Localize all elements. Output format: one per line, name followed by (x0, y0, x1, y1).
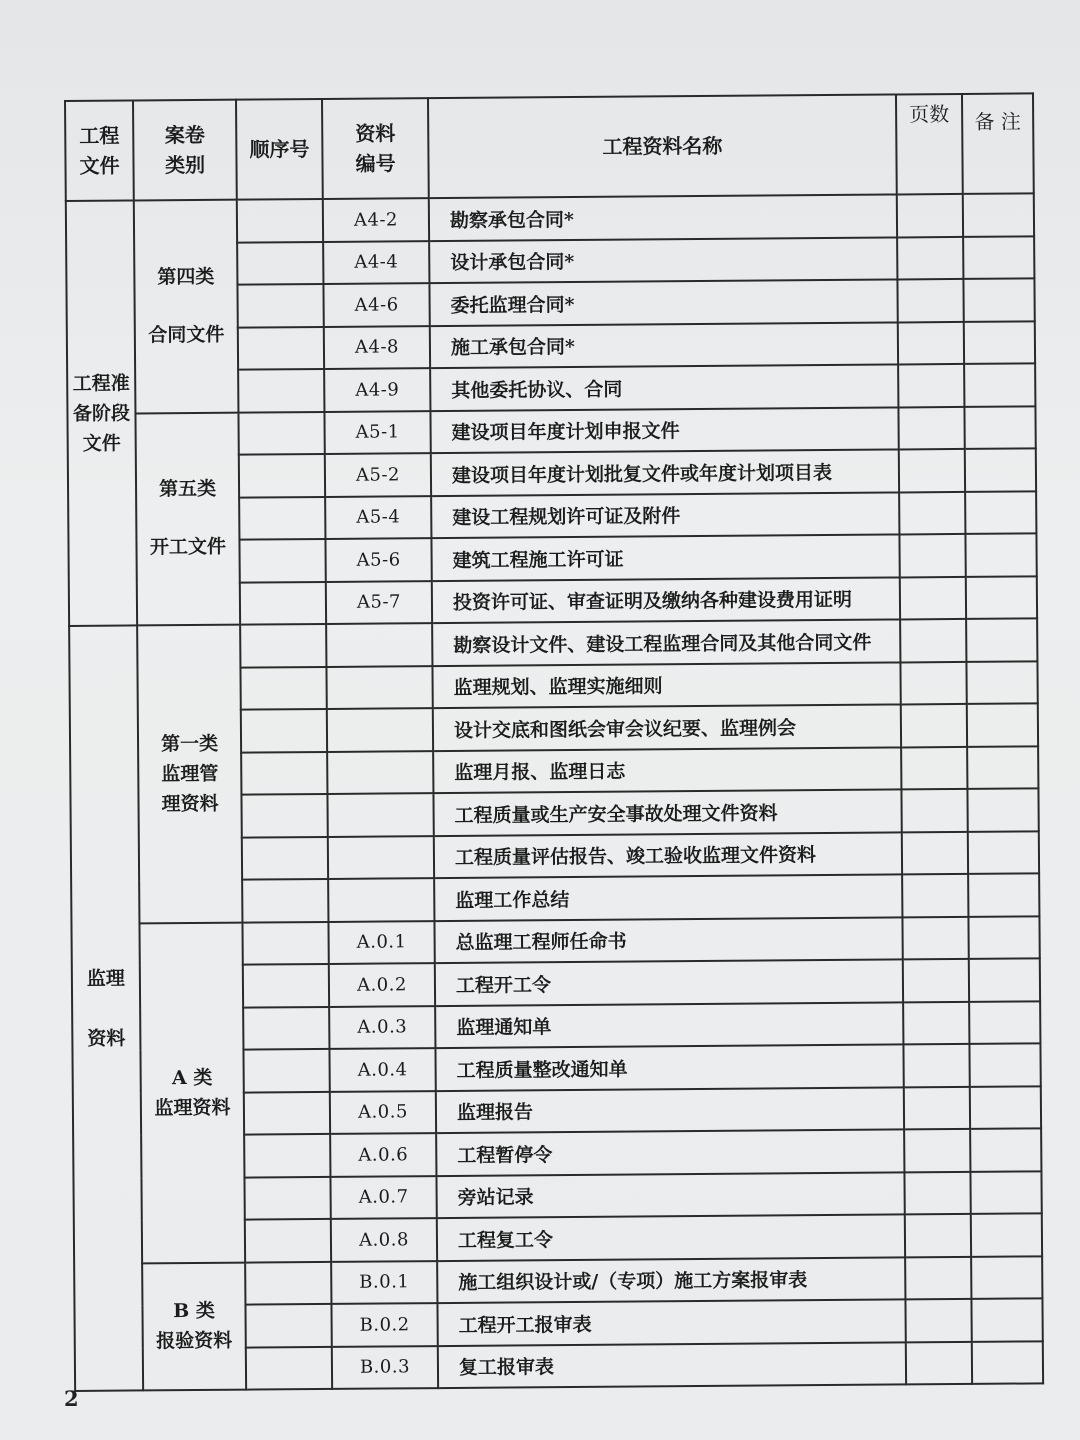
category-b-inspection: B 类 报验资料 (142, 1262, 246, 1390)
page-count-cell (904, 1171, 970, 1214)
page-count-cell (898, 364, 964, 407)
remarks-cell (965, 491, 1036, 534)
sequence-cell (237, 284, 323, 327)
remarks-cell (968, 916, 1039, 959)
remarks-cell (967, 703, 1038, 746)
page-count-cell (900, 619, 966, 662)
category-supervision-management: 第一类 监理管 理资料 (137, 625, 242, 923)
remarks-cell (970, 1086, 1041, 1129)
page-count-cell (899, 491, 965, 534)
material-name: 建设项目年度计划批复文件或年度计划项目表 (431, 449, 899, 495)
material-code: A.0.1 (328, 921, 434, 964)
material-code: A.0.8 (331, 1218, 437, 1261)
page-count-cell (905, 1214, 971, 1257)
page-count-cell (897, 236, 963, 279)
header-material-name: 工程资料名称 (428, 94, 897, 198)
header-sequence-number: 顺序号 (236, 99, 323, 200)
material-code: B.0.1 (331, 1261, 437, 1304)
sequence-cell (237, 199, 323, 242)
page-count-cell (905, 1299, 971, 1342)
material-code: A.0.2 (329, 963, 435, 1006)
sequence-cell (239, 539, 325, 582)
sequence-cell (245, 1219, 331, 1262)
page-count-cell (901, 789, 967, 832)
sequence-cell (240, 666, 326, 709)
sequence-cell (241, 751, 327, 794)
material-code: B.0.2 (331, 1303, 437, 1346)
material-name: 旁站记录 (436, 1172, 904, 1218)
material-code (326, 623, 432, 666)
sequence-cell (245, 1261, 331, 1304)
header-volume-category: 案卷 类别 (133, 100, 237, 201)
category-a-supervision: A 类 监理资料 (139, 922, 245, 1263)
remarks-cell (963, 236, 1034, 279)
page-count-cell (902, 874, 968, 917)
archive-file-table (64, 92, 1044, 1392)
material-name: 勘察承包合同* (429, 194, 897, 240)
remarks-cell (966, 576, 1037, 619)
sequence-cell (243, 1049, 329, 1092)
material-name: 工程质量评估报告、竣工验收监理文件资料 (434, 832, 902, 878)
category-commencement-documents: 第五类 开工文件 (135, 412, 240, 625)
remarks-cell (964, 406, 1035, 449)
material-code (327, 751, 433, 794)
sequence-cell (243, 1006, 329, 1049)
material-code (328, 836, 434, 879)
material-name: 总监理工程师任命书 (434, 917, 902, 963)
page-count-cell (906, 1341, 972, 1384)
material-code: A5-2 (325, 453, 431, 496)
sequence-cell (244, 1134, 330, 1177)
sequence-cell (242, 836, 328, 879)
remarks-cell (969, 958, 1040, 1001)
sequence-cell (238, 326, 324, 369)
material-name: 监理通知单 (435, 1002, 903, 1048)
header-project-file: 工程 文件 (65, 100, 134, 201)
remarks-cell (970, 1128, 1041, 1171)
table-row (67, 406, 1035, 456)
material-code: A4-9 (324, 368, 430, 411)
material-name: 工程开工报审表 (437, 1299, 905, 1345)
remarks-cell (963, 193, 1034, 236)
material-code: A4-8 (324, 326, 430, 369)
page-count-cell (905, 1256, 971, 1299)
material-code: A5-1 (324, 411, 430, 454)
sequence-cell (237, 241, 323, 284)
page-number: 2 (64, 1386, 79, 1411)
category-contract-documents: 第四类 合同文件 (134, 200, 239, 413)
page-count-cell (903, 1044, 969, 1087)
page-count-cell (898, 321, 964, 364)
material-name: 监理报告 (436, 1087, 904, 1133)
material-code: A4-6 (323, 283, 429, 326)
remarks-cell (972, 1341, 1043, 1384)
sequence-cell (241, 709, 327, 752)
remarks-cell (966, 661, 1037, 704)
group-supervision-materials: 监理 资料 (69, 625, 143, 1391)
page-count-cell (903, 1001, 969, 1044)
page-count-cell (899, 449, 965, 492)
header-remarks: 备 注 (962, 93, 1034, 194)
page-count-cell (901, 704, 967, 747)
material-code: A5-6 (325, 538, 431, 581)
material-code: A5-7 (326, 581, 432, 624)
page-count-cell (897, 194, 963, 237)
sequence-cell (239, 496, 325, 539)
page-count-cell (900, 661, 966, 704)
material-name: 建设项目年度计划申报文件 (430, 407, 898, 453)
material-code: A.0.5 (330, 1091, 436, 1134)
material-name: 其他委托协议、合同 (430, 364, 898, 410)
sequence-cell (242, 879, 328, 922)
page-count-cell (902, 831, 968, 874)
sequence-cell (239, 454, 325, 497)
sequence-cell (246, 1346, 332, 1389)
material-name: 设计承包合同* (429, 237, 897, 283)
remarks-cell (968, 873, 1039, 916)
sequence-cell (241, 794, 327, 837)
remarks-cell (965, 533, 1036, 576)
remarks-cell (971, 1213, 1042, 1256)
material-name: 施工承包合同* (430, 322, 898, 368)
material-code: A4-2 (323, 198, 429, 241)
table-row (74, 1256, 1042, 1306)
page-count-cell (900, 576, 966, 619)
sequence-cell (240, 624, 326, 667)
sequence-cell (244, 1176, 330, 1219)
material-code: B.0.3 (332, 1346, 438, 1389)
material-name: 建筑工程施工许可证 (431, 534, 899, 580)
page-count-cell (898, 406, 964, 449)
material-code (327, 708, 433, 751)
material-code: A.0.4 (329, 1048, 435, 1091)
remarks-cell (971, 1298, 1042, 1341)
page-count-cell (901, 746, 967, 789)
remarks-cell (969, 1043, 1040, 1086)
table-row (71, 916, 1039, 966)
page-count-cell (904, 1129, 970, 1172)
sequence-cell (243, 964, 329, 1007)
material-code: A4-4 (323, 241, 429, 284)
material-name: 施工组织设计或/（专项）施工方案报审表 (437, 1257, 905, 1303)
sequence-cell (238, 369, 324, 412)
remarks-cell (964, 321, 1035, 364)
remarks-cell (967, 788, 1038, 831)
material-code: A.0.3 (329, 1006, 435, 1049)
sequence-cell (238, 411, 324, 454)
header-page-count: 页数 (896, 94, 963, 195)
material-name: 委托监理合同* (429, 279, 897, 325)
material-name: 监理规划、监理实施细则 (432, 662, 900, 708)
material-name: 设计交底和图纸会审会议纪要、监理例会 (433, 704, 901, 750)
table-row (66, 193, 1034, 243)
remarks-cell (966, 618, 1037, 661)
remarks-cell (971, 1256, 1042, 1299)
material-name: 复工报审表 (438, 1342, 906, 1388)
material-name: 工程质量整改通知单 (435, 1044, 903, 1090)
material-name: 工程复工令 (437, 1214, 905, 1260)
remarks-cell (969, 1001, 1040, 1044)
sequence-cell (242, 921, 328, 964)
material-code (326, 666, 432, 709)
material-name: 工程质量或生产安全事故处理文件资料 (433, 789, 901, 835)
remarks-cell (968, 831, 1039, 874)
remarks-cell (965, 448, 1036, 491)
material-name: 投资许可证、审查证明及缴纳各种建设费用证明 (432, 577, 900, 623)
table-header-row (65, 93, 1034, 201)
material-name: 工程暂停令 (436, 1129, 904, 1175)
material-code: A.0.7 (330, 1176, 436, 1219)
material-code (328, 878, 434, 921)
page-count-cell (902, 916, 968, 959)
remarks-cell (964, 363, 1035, 406)
table-row (69, 618, 1037, 668)
page-count-cell (904, 1086, 970, 1129)
sequence-cell (244, 1091, 330, 1134)
material-name: 监理工作总结 (434, 874, 902, 920)
page-count-cell (897, 279, 963, 322)
material-name: 建设工程规划许可证及附件 (431, 492, 899, 538)
material-code (327, 793, 433, 836)
material-code: A.0.6 (330, 1133, 436, 1176)
material-code: A5-4 (325, 496, 431, 539)
remarks-cell (970, 1171, 1041, 1214)
group-preparation-stage: 工程准 备阶段 文件 (66, 200, 137, 626)
sequence-cell (240, 581, 326, 624)
material-name: 勘察设计文件、建设工程监理合同及其他合同文件 (432, 619, 900, 665)
sequence-cell (245, 1304, 331, 1347)
remarks-cell (963, 278, 1034, 321)
page-count-cell (899, 534, 965, 577)
remarks-cell (967, 746, 1038, 789)
material-name: 工程开工令 (435, 959, 903, 1005)
page-count-cell (903, 959, 969, 1002)
material-name: 监理月报、监理日志 (433, 747, 901, 793)
header-material-code: 资料 编号 (322, 98, 429, 199)
